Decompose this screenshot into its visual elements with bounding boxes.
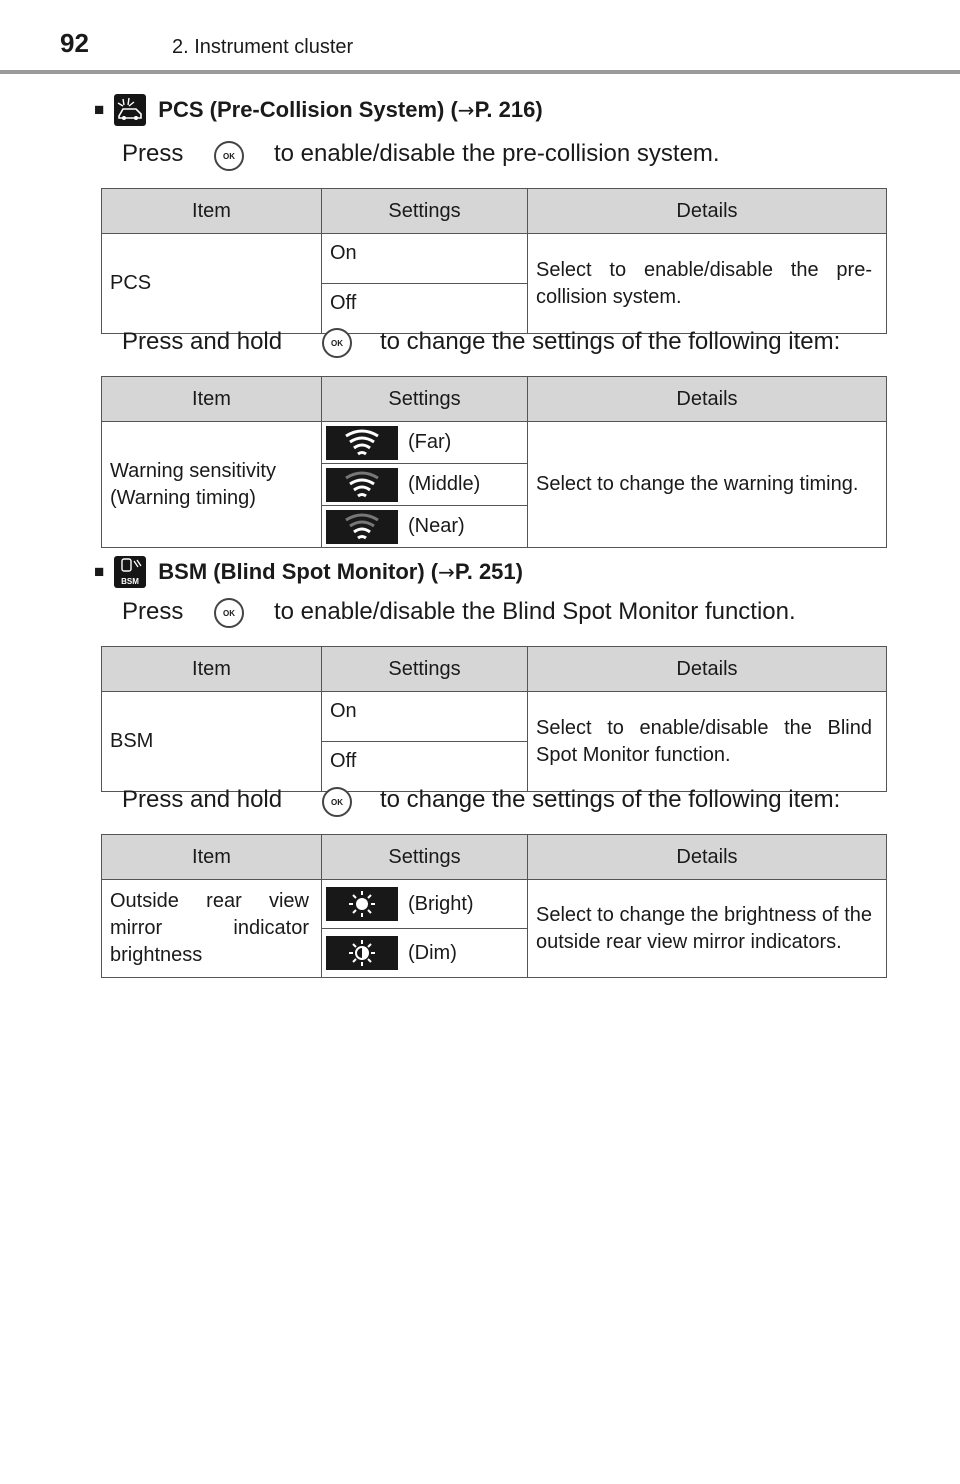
table-header-row [102, 647, 887, 692]
column-header: Settings [322, 377, 528, 422]
pcs-title-text: PCS (Pre-Collision System) ( [158, 97, 458, 122]
press-instruction-bsm: Press [122, 598, 184, 625]
bsm-settings-table [101, 646, 887, 792]
column-header: Item [102, 647, 322, 692]
details-cell: Select to change the brightness of the outside rear view mirror indicators. [528, 880, 887, 978]
bsm-icon [114, 556, 146, 588]
details-cell: Select to enable/disable the Blind Spot Monitor function. [528, 692, 887, 792]
setting-off: Off [322, 284, 528, 334]
column-header: Details [528, 189, 887, 234]
table-header-row [102, 835, 887, 880]
press-instruction-pcs-text: to enable/disable the pre-collision system. [274, 140, 720, 167]
section-marker: ■ [94, 562, 105, 581]
setting-label: (Near) [408, 515, 465, 537]
item-cell: PCS [102, 234, 322, 334]
section-marker: ■ [94, 100, 105, 119]
bsm-page-ref[interactable]: P. 251) [454, 559, 523, 584]
press-instruction-pcs [122, 140, 183, 168]
details-cell: Select to enable/disable the pre-collision system. [528, 234, 887, 334]
pcs-section-title [94, 94, 543, 126]
details-cell: Select to change the warning timing. [528, 422, 887, 548]
bsm-title-text: BSM (Blind Spot Monitor) ( [158, 559, 439, 584]
bsm-icon-label: BSM [121, 577, 140, 586]
signal-far-icon [326, 426, 398, 460]
ok-button-icon: OK [214, 141, 244, 171]
table-row [102, 422, 887, 464]
setting-middle [322, 464, 528, 506]
arrow-icon: → [457, 98, 475, 122]
pcs-page-ref[interactable]: P. 216) [474, 97, 543, 122]
press-hold-text-bsm: to change the settings of the following item: [380, 786, 841, 813]
table-row [102, 692, 887, 742]
setting-label: (Middle) [408, 473, 481, 495]
press-instruction-bsm-text: to enable/disable the Blind Spot Monitor function. [274, 598, 796, 625]
ok-button-icon: OK [214, 598, 244, 628]
warning-sensitivity-table [101, 376, 887, 548]
page-number: 92 [60, 28, 89, 58]
column-header: Item [102, 835, 322, 880]
chapter-title: 2. Instrument cluster [172, 36, 354, 58]
table-row [102, 880, 887, 929]
signal-near-icon [326, 510, 398, 544]
brightness-bright-icon [326, 887, 398, 921]
column-header: Item [102, 189, 322, 234]
column-header: Item [102, 377, 322, 422]
signal-middle-icon [326, 468, 398, 502]
item-cell: BSM [102, 692, 322, 792]
header-rule [0, 70, 960, 74]
setting-off: Off [322, 742, 528, 792]
setting-dim [322, 929, 528, 978]
table-row [102, 234, 887, 284]
column-header: Settings [322, 835, 528, 880]
arrow-icon: → [438, 560, 455, 584]
column-header: Settings [322, 189, 528, 234]
pcs-icon [114, 94, 146, 126]
press-label: Press [122, 140, 184, 167]
page-header [0, 0, 960, 76]
setting-on: On [322, 234, 528, 284]
table-header-row [102, 377, 887, 422]
column-header: Details [528, 835, 887, 880]
mirror-brightness-table [101, 834, 887, 978]
bsm-section-title [94, 556, 523, 588]
setting-label: (Far) [408, 431, 452, 453]
table-header-row [102, 189, 887, 234]
setting-far [322, 422, 528, 464]
column-header: Settings [322, 647, 528, 692]
setting-on: On [322, 692, 528, 742]
ok-button-icon: OK [322, 787, 352, 817]
column-header: Details [528, 377, 887, 422]
press-hold-label-bsm: Press and hold [122, 786, 283, 813]
pcs-settings-table [101, 188, 887, 334]
item-cell: Warning sensitivity (Warning timing) [102, 422, 322, 548]
column-header: Details [528, 647, 887, 692]
setting-bright [322, 880, 528, 929]
setting-near [322, 506, 528, 548]
item-cell: Outside rear view mirror indicator brightness [102, 880, 322, 978]
setting-label: (Dim) [408, 941, 457, 964]
ok-button-icon: OK [322, 328, 352, 358]
press-hold-text-pcs: to change the settings of the following item: [380, 328, 841, 355]
press-hold-label-pcs: Press and hold [122, 328, 283, 355]
brightness-dim-icon [326, 936, 398, 970]
setting-label: (Bright) [408, 892, 474, 915]
